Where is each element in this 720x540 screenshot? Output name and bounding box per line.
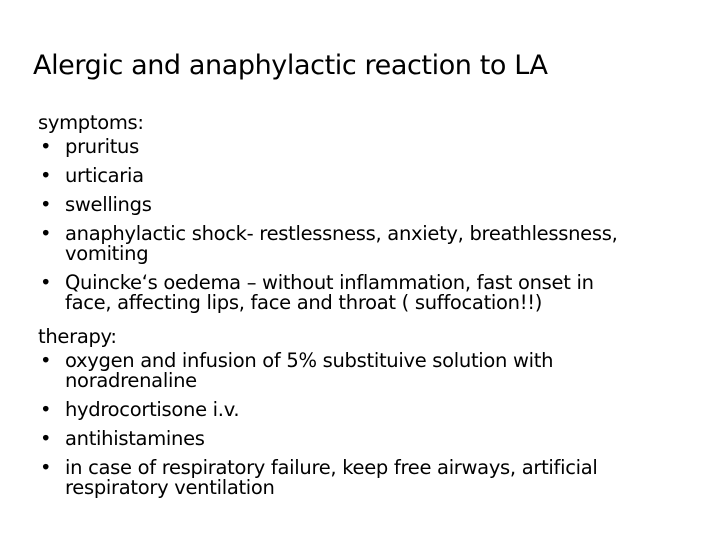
list-item-text: in case of respiratory failure, keep free airways, artificial [65, 456, 598, 479]
symptoms-list [38, 137, 678, 313]
slide-title: Alergic and anaphylactic reaction to LA [33, 50, 548, 81]
list-item-text: swellings [65, 193, 152, 216]
slide-body [38, 108, 678, 507]
symptoms-section [38, 108, 678, 313]
list-item-text: oxygen and infusion of 5% substituive solution with [65, 349, 554, 372]
list-item [38, 400, 678, 420]
list-item [38, 195, 678, 215]
section-heading: symptoms: [38, 111, 144, 134]
list-item-text: Quincke‘s oedema – without inflammation, fast onset in [65, 271, 594, 294]
section-heading: therapy: [38, 325, 117, 348]
list-item-text: antihistamines [65, 427, 205, 450]
list-item-text-continued: respiratory ventilation [65, 476, 275, 499]
list-item [38, 166, 678, 186]
list-item [38, 429, 678, 449]
list-item-text: urticaria [65, 164, 144, 187]
list-item-text-continued: vomiting [65, 242, 149, 265]
list-item-text: anaphylactic shock- restlessness, anxiety, breathlessness, [65, 222, 618, 245]
therapy-list [38, 351, 678, 498]
therapy-section [38, 322, 678, 498]
list-item [38, 224, 678, 264]
list-item [38, 273, 678, 313]
list-item-text: pruritus [65, 135, 139, 158]
list-item [38, 458, 678, 498]
list-item-text-continued: face, affecting lips, face and throat ( suffocation!!) [65, 291, 543, 314]
list-item [38, 137, 678, 157]
list-item [38, 351, 678, 391]
list-item-text: hydrocortisone i.v. [65, 398, 240, 421]
list-item-text-continued: noradrenaline [65, 369, 197, 392]
